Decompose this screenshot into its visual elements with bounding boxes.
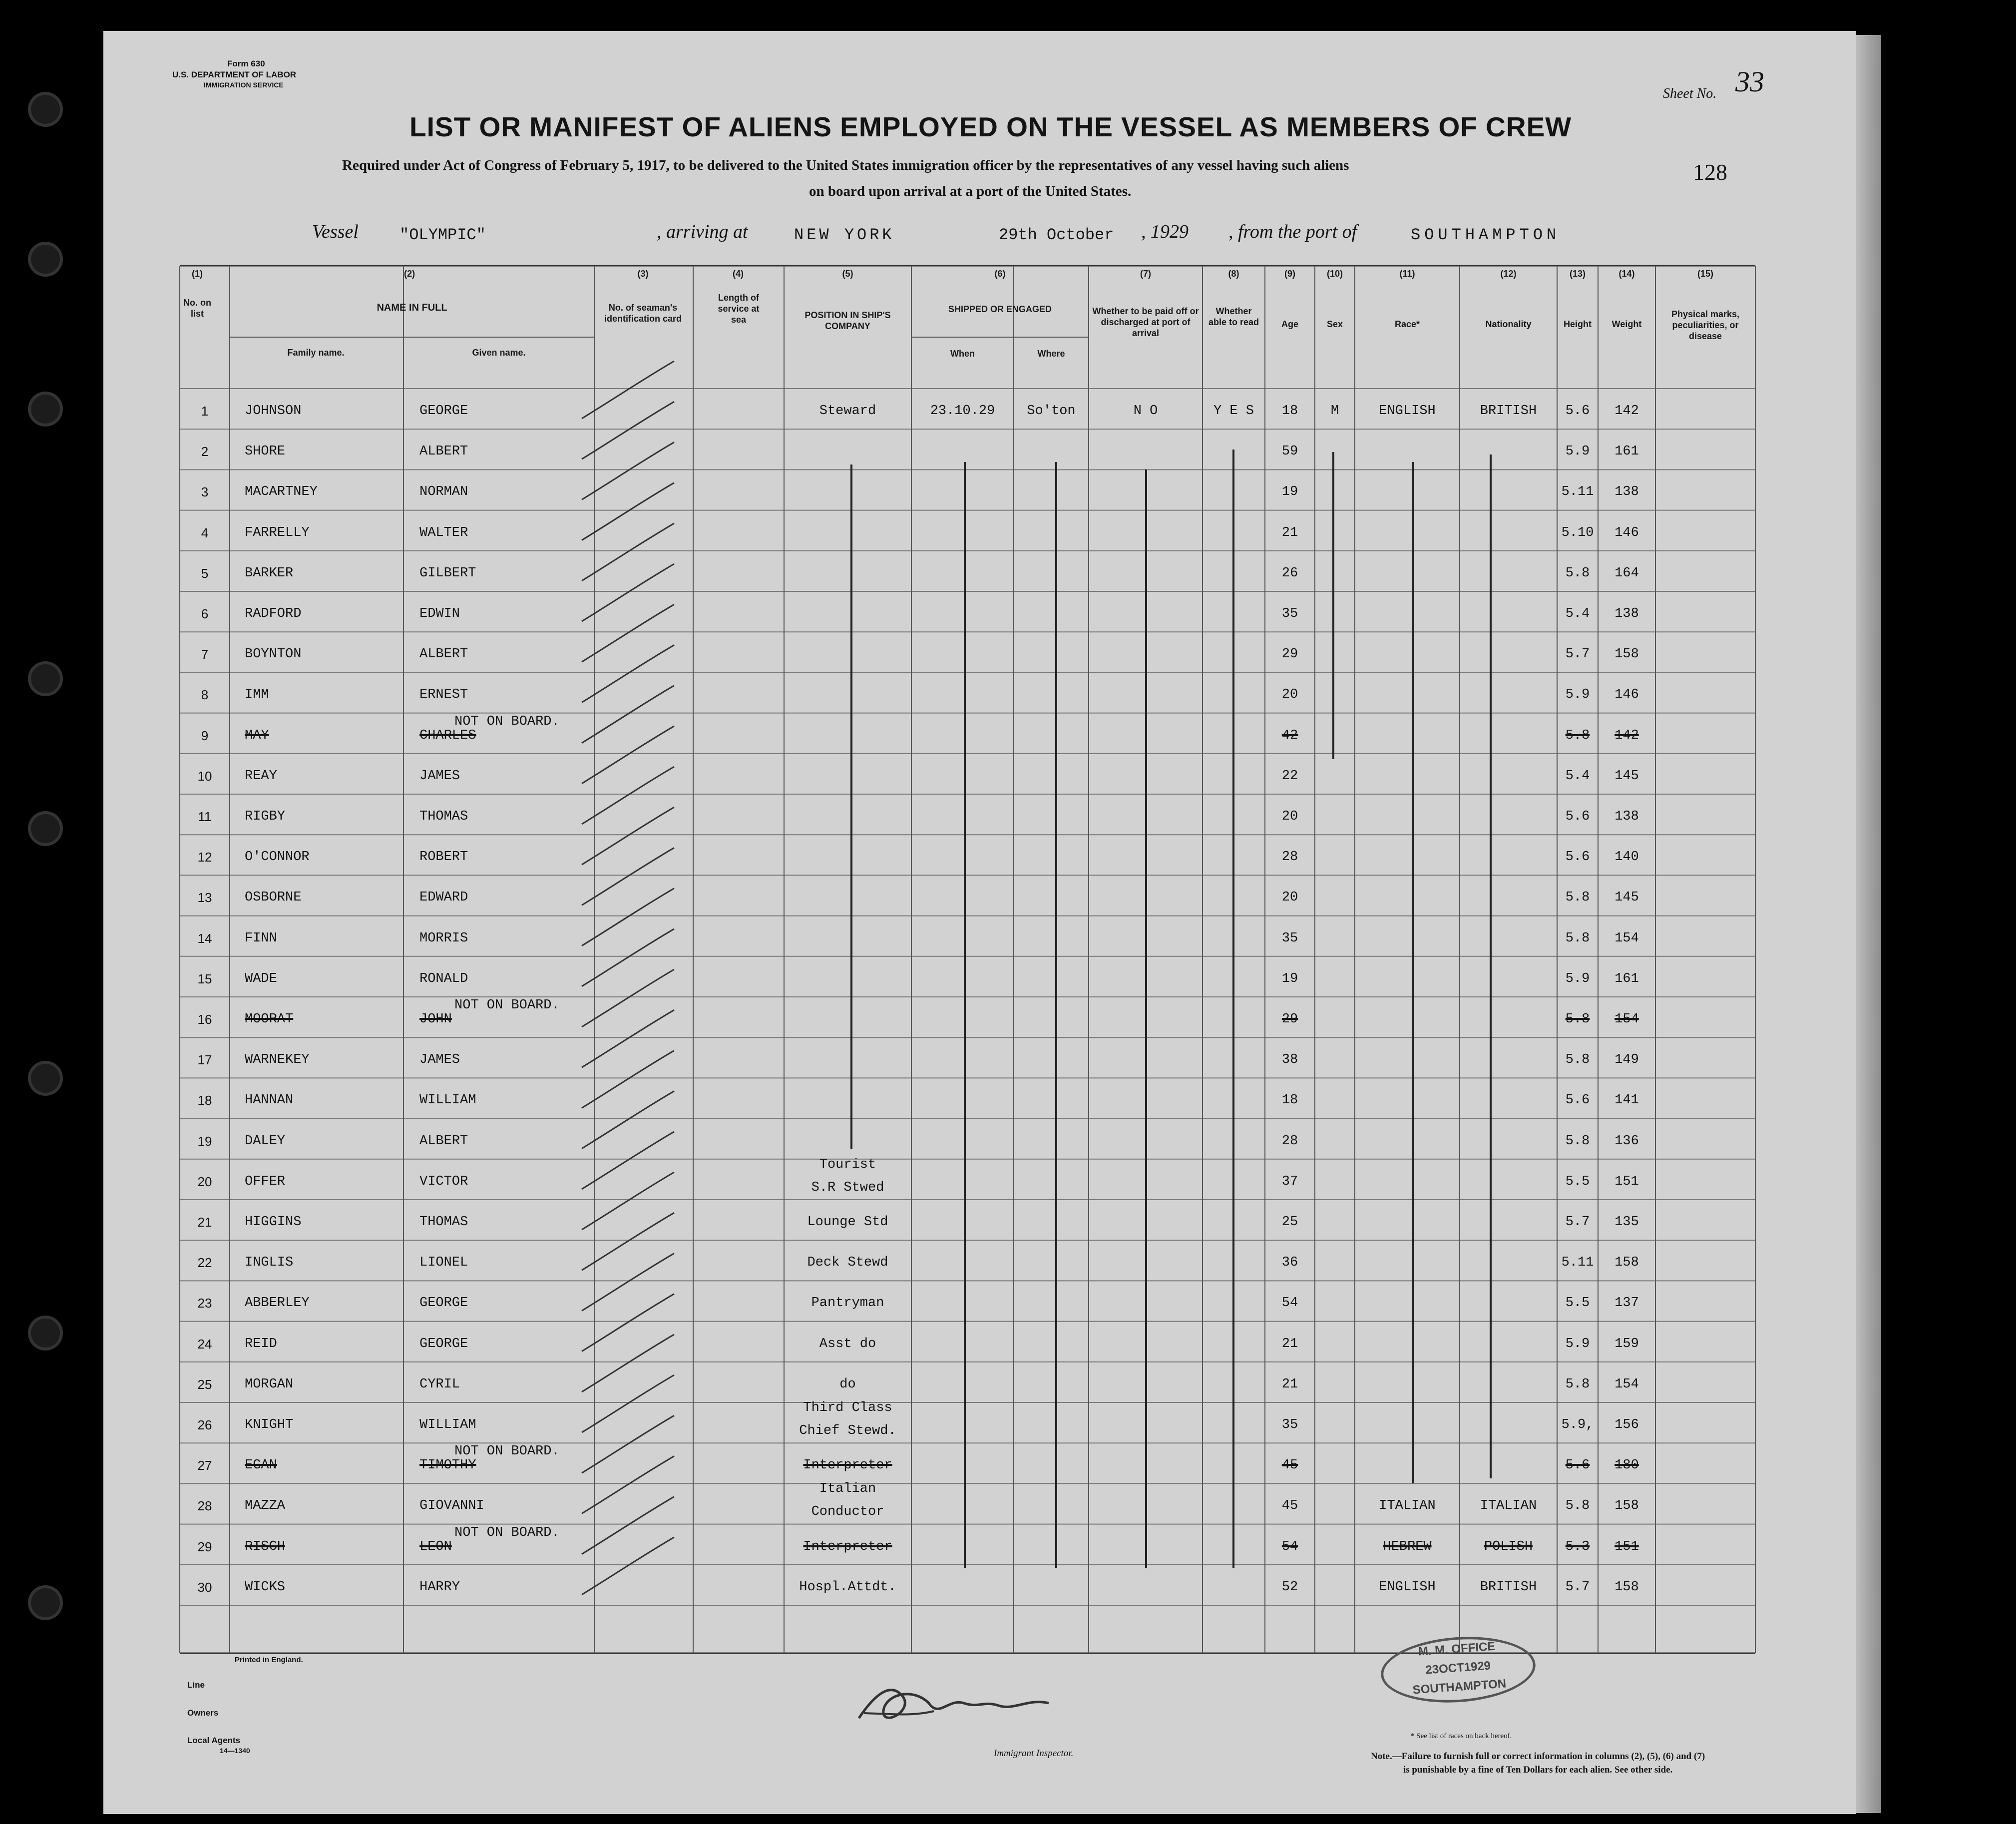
stamp-line-2: 23OCT1929 <box>1425 1659 1491 1677</box>
row-29-given: LEON <box>419 1539 452 1554</box>
row-16-age: 29 <box>1281 1012 1298 1027</box>
row-7-age: 29 <box>1281 647 1298 662</box>
row-7-given: ALBERT <box>419 647 468 662</box>
row-17-no: 17 <box>197 1052 212 1068</box>
row-26-no: 26 <box>197 1417 212 1432</box>
row-12-height: 5.6 <box>1565 850 1590 865</box>
row-10-given: JAMES <box>419 768 460 784</box>
row-24-position: Asst do <box>819 1336 876 1352</box>
row-23-age: 54 <box>1281 1296 1298 1311</box>
row-11-age: 20 <box>1281 809 1298 824</box>
row-26-family: KNIGHT <box>245 1417 294 1432</box>
row-8-given: ERNEST <box>419 687 468 703</box>
arrival-year: , 1929 <box>1141 221 1189 242</box>
row-30-given: HARRY <box>419 1579 460 1595</box>
row-1-race: ENGLISH <box>1379 404 1436 419</box>
col-1-header: No. on list <box>183 298 211 319</box>
row-26-weight: 156 <box>1614 1417 1639 1432</box>
row-4-weight: 146 <box>1614 525 1639 540</box>
row-28-nationality: ITALIAN <box>1480 1498 1537 1514</box>
vessel-label: Vessel <box>312 221 359 242</box>
col-6-header: SHIPPED OR ENGAGED <box>948 304 1052 314</box>
row-14-family: FINN <box>245 930 277 946</box>
row-5-family: BARKER <box>245 565 294 581</box>
row-1-no: 1 <box>201 404 209 419</box>
row-28-no: 28 <box>197 1498 212 1514</box>
row-9-family: MAY <box>245 728 269 743</box>
row-7-no: 7 <box>201 647 209 662</box>
row-18-age: 18 <box>1281 1093 1298 1108</box>
row-30-family: WICKS <box>245 1579 286 1595</box>
row-21-age: 25 <box>1281 1215 1298 1230</box>
page-title: LIST OR MANIFEST OF ALIENS EMPLOYED ON THE VESSEL AS MEMBERS OF CREW <box>409 111 1572 142</box>
row-24-weight: 159 <box>1614 1336 1639 1352</box>
row-12-weight: 140 <box>1614 850 1639 865</box>
row-24-given: GEORGE <box>419 1336 468 1352</box>
row-9-weight: 142 <box>1614 728 1639 743</box>
col-7-header: Whether to be paid off or discharged at port of arrival <box>1092 306 1199 338</box>
row-22-given: LIONEL <box>419 1255 468 1271</box>
row-28-position: Italian Conductor <box>811 1481 884 1520</box>
row-19-age: 28 <box>1281 1133 1298 1149</box>
row-20-age: 37 <box>1281 1174 1298 1189</box>
col-6-where-header: Where <box>1037 349 1065 359</box>
row-22-no: 22 <box>197 1255 212 1271</box>
row-29-position: Interpreter <box>803 1539 892 1554</box>
row-27-age: 45 <box>1281 1458 1298 1473</box>
row-1-height: 5.6 <box>1565 404 1590 419</box>
row-20-no: 20 <box>197 1174 212 1189</box>
col-3-header: No. of seaman's identification card <box>604 303 682 324</box>
row-24-age: 21 <box>1281 1336 1298 1352</box>
row-4-height: 5.10 <box>1561 525 1594 540</box>
row-12-no: 12 <box>197 850 212 865</box>
row-9-note: NOT ON BOARD. <box>454 714 560 729</box>
col-5-number: (5) <box>842 269 853 279</box>
row-27-no: 27 <box>197 1458 212 1473</box>
row-22-weight: 158 <box>1614 1255 1639 1271</box>
row-2-given: ALBERT <box>419 444 468 459</box>
races-note: * See list of races on back hereof. <box>1411 1732 1512 1740</box>
row-1-read: Y E S <box>1213 404 1254 419</box>
row-6-weight: 138 <box>1614 606 1639 621</box>
arriving-label: , arriving at <box>657 221 748 242</box>
col-13-header: Height <box>1564 319 1592 329</box>
col-10-header: Sex <box>1326 319 1343 329</box>
row-1-nationality: BRITISH <box>1480 404 1537 419</box>
row-26-given: WILLIAM <box>419 1417 476 1432</box>
col-8-header: Whether able to read <box>1208 306 1259 327</box>
row-25-no: 25 <box>197 1376 212 1392</box>
row-17-given: JAMES <box>419 1052 460 1068</box>
row-7-family: BOYNTON <box>245 647 302 662</box>
row-19-family: DALEY <box>245 1133 286 1149</box>
col-6-number: (6) <box>994 269 1006 279</box>
col-7-number: (7) <box>1140 269 1151 279</box>
inspector-signature <box>849 1678 1109 1738</box>
row-25-age: 21 <box>1281 1376 1298 1392</box>
row-21-height: 5.7 <box>1565 1215 1590 1230</box>
row-25-position: do <box>839 1376 856 1392</box>
row-2-family: SHORE <box>245 444 286 459</box>
row-8-age: 20 <box>1281 687 1298 703</box>
row-15-age: 19 <box>1281 971 1298 986</box>
row-28-weight: 158 <box>1614 1498 1639 1514</box>
col-2-given-header: Given name. <box>472 348 526 358</box>
penalty-note-1: Note.—Failure to furnish full or correct information in columns (2), (5), (6) and (7) <box>1371 1751 1705 1762</box>
row-10-family: REAY <box>245 768 277 784</box>
row-29-race: HEBREW <box>1383 1539 1432 1554</box>
row-5-weight: 164 <box>1614 565 1639 581</box>
row-17-family: WARNEKEY <box>245 1052 310 1068</box>
row-1-where: So'ton <box>1027 404 1076 419</box>
row-4-family: FARRELLY <box>245 525 310 540</box>
row-2-height: 5.9 <box>1565 444 1590 459</box>
row-6-no: 6 <box>201 606 209 621</box>
row-26-height: 5.9, <box>1561 1417 1594 1432</box>
row-4-age: 21 <box>1281 525 1298 540</box>
row-23-height: 5.5 <box>1565 1296 1590 1311</box>
row-27-note: NOT ON BOARD. <box>454 1444 560 1459</box>
row-10-weight: 145 <box>1614 768 1639 784</box>
row-8-height: 5.9 <box>1565 687 1590 703</box>
row-1-paid-off: N O <box>1133 404 1158 419</box>
row-30-age: 52 <box>1281 1579 1298 1595</box>
page-number: 128 <box>1693 159 1727 185</box>
row-27-family: EGAN <box>245 1458 277 1473</box>
row-21-position: Lounge Std <box>807 1215 888 1230</box>
stamp-line-3: SOUTHAMPTON <box>1412 1677 1507 1697</box>
row-18-no: 18 <box>197 1093 212 1108</box>
row-7-weight: 158 <box>1614 647 1639 662</box>
row-23-weight: 137 <box>1614 1296 1639 1311</box>
row-21-weight: 135 <box>1614 1215 1639 1230</box>
row-22-height: 5.11 <box>1561 1255 1594 1271</box>
row-18-family: HANNAN <box>245 1093 294 1108</box>
row-9-no: 9 <box>201 728 209 743</box>
row-6-age: 35 <box>1281 606 1298 621</box>
penalty-note-2: is punishable by a fine of Ten Dollars for each alien. See other side. <box>1403 1765 1673 1775</box>
row-22-family: INGLIS <box>245 1255 294 1271</box>
row-19-given: ALBERT <box>419 1133 468 1149</box>
row-2-age: 59 <box>1281 444 1298 459</box>
row-1-age: 18 <box>1281 404 1298 419</box>
from-label: , from the port of <box>1228 221 1357 242</box>
row-13-given: EDWARD <box>419 890 468 906</box>
row-23-given: GEORGE <box>419 1296 468 1311</box>
col-11-number: (11) <box>1399 269 1415 279</box>
printed-note: Printed in England. <box>235 1656 303 1664</box>
col-3-number: (3) <box>637 269 649 279</box>
row-15-given: RONALD <box>419 971 468 986</box>
row-11-height: 5.6 <box>1565 809 1590 824</box>
row-11-weight: 138 <box>1614 809 1639 824</box>
row-24-no: 24 <box>197 1336 212 1352</box>
col-15-number: (15) <box>1697 269 1713 279</box>
subtitle-line-2: on board upon arrival at a port of the United States. <box>809 183 1132 199</box>
owners-label: Owners <box>187 1708 219 1718</box>
row-30-no: 30 <box>197 1579 212 1595</box>
row-12-age: 28 <box>1281 850 1298 865</box>
row-23-family: ABBERLEY <box>245 1296 310 1311</box>
row-1-weight: 142 <box>1614 404 1639 419</box>
row-3-age: 19 <box>1281 484 1298 500</box>
row-27-height: 5.6 <box>1565 1458 1590 1473</box>
arrival-date: 29th October <box>999 226 1114 244</box>
row-29-height: 5.3 <box>1565 1539 1590 1554</box>
col-4-number: (4) <box>733 269 744 279</box>
row-17-weight: 149 <box>1614 1052 1639 1068</box>
row-3-family: MACARTNEY <box>245 484 318 500</box>
row-5-height: 5.8 <box>1565 565 1590 581</box>
row-13-no: 13 <box>197 890 212 906</box>
row-18-height: 5.6 <box>1565 1093 1590 1108</box>
row-1-family: JOHNSON <box>245 404 302 419</box>
row-28-family: MAZZA <box>245 1498 286 1514</box>
col-14-header: Weight <box>1612 319 1642 329</box>
row-16-given: JOHN <box>419 1012 452 1027</box>
row-9-height: 5.8 <box>1565 728 1590 743</box>
departure-port: SOUTHAMPTON <box>1411 226 1561 244</box>
agents-code: 14—1340 <box>220 1747 250 1755</box>
row-22-position: Deck Stewd <box>807 1255 888 1271</box>
row-19-no: 19 <box>197 1133 212 1149</box>
row-8-no: 8 <box>201 687 209 703</box>
row-11-no: 11 <box>198 809 212 824</box>
stamp-line-1: M. M. OFFICE <box>1418 1639 1496 1659</box>
row-13-age: 20 <box>1281 890 1298 906</box>
row-3-given: NORMAN <box>419 484 468 500</box>
col-15-header: Physical marks, peculiarities, or disease <box>1671 309 1740 341</box>
row-24-family: REID <box>245 1336 277 1352</box>
row-30-position: Hospl.Attdt. <box>799 1579 896 1595</box>
row-23-position: Pantryman <box>811 1296 884 1311</box>
row-5-no: 5 <box>201 565 209 581</box>
row-12-given: ROBERT <box>419 850 468 865</box>
row-16-height: 5.8 <box>1565 1012 1590 1027</box>
row-24-height: 5.9 <box>1565 1336 1590 1352</box>
row-3-no: 3 <box>201 484 209 500</box>
row-21-given: THOMAS <box>419 1215 468 1230</box>
row-20-given: VICTOR <box>419 1174 468 1189</box>
col-2-family-header: Family name. <box>287 348 345 358</box>
row-27-given: TIMOTHY <box>419 1458 476 1473</box>
row-28-race: ITALIAN <box>1379 1498 1436 1514</box>
row-18-weight: 141 <box>1614 1093 1639 1108</box>
row-4-given: WALTER <box>419 525 468 540</box>
row-16-weight: 154 <box>1614 1012 1639 1027</box>
row-25-given: CYRIL <box>419 1376 460 1392</box>
row-10-height: 5.4 <box>1565 768 1590 784</box>
row-3-height: 5.11 <box>1561 484 1594 500</box>
row-23-no: 23 <box>197 1296 212 1311</box>
row-28-given: GIOVANNI <box>419 1498 484 1514</box>
row-10-age: 22 <box>1281 768 1298 784</box>
vessel-name: "OLYMPIC" <box>400 226 486 244</box>
row-16-no: 16 <box>197 1012 212 1027</box>
row-25-height: 5.8 <box>1565 1376 1590 1392</box>
row-8-weight: 146 <box>1614 687 1639 703</box>
row-28-age: 45 <box>1281 1498 1298 1514</box>
col-12-header: Nationality <box>1485 319 1532 329</box>
col-12-number: (12) <box>1500 269 1517 279</box>
row-12-family: O'CONNOR <box>245 850 310 865</box>
row-1-sex: M <box>1330 404 1339 419</box>
col-13-number: (13) <box>1569 269 1586 279</box>
row-5-given: GILBERT <box>419 565 476 581</box>
col-2-header: NAME IN FULL <box>377 302 447 313</box>
row-16-note: NOT ON BOARD. <box>454 998 560 1013</box>
row-30-race: ENGLISH <box>1379 1579 1436 1595</box>
arrival-port: NEW YORK <box>794 226 895 244</box>
row-17-age: 38 <box>1281 1052 1298 1068</box>
row-29-age: 54 <box>1281 1539 1298 1554</box>
row-2-weight: 161 <box>1614 444 1639 459</box>
row-27-position: Interpreter <box>803 1458 892 1473</box>
row-15-family: WADE <box>245 971 277 986</box>
row-15-weight: 161 <box>1614 971 1639 986</box>
row-14-no: 14 <box>197 930 212 946</box>
row-21-no: 21 <box>197 1215 212 1230</box>
row-15-no: 15 <box>197 971 212 986</box>
row-9-given: CHARLES <box>419 728 476 743</box>
row-16-family: MOORAT <box>245 1012 294 1027</box>
row-17-height: 5.8 <box>1565 1052 1590 1068</box>
row-29-weight: 151 <box>1614 1539 1639 1554</box>
row-14-given: MORRIS <box>419 930 468 946</box>
row-14-height: 5.8 <box>1565 930 1590 946</box>
row-26-position: Third Class Chief Stewd. <box>799 1400 896 1438</box>
col-4-header: Length of service at sea <box>718 293 760 325</box>
row-14-age: 35 <box>1281 930 1298 946</box>
row-18-given: WILLIAM <box>419 1093 476 1108</box>
row-7-height: 5.7 <box>1565 647 1590 662</box>
agents-label: Local Agents <box>187 1736 241 1745</box>
row-11-given: THOMAS <box>419 809 468 824</box>
row-8-family: IMM <box>245 687 269 703</box>
inspector-label: Immigrant Inspector. <box>994 1748 1074 1759</box>
row-3-weight: 138 <box>1614 484 1639 500</box>
row-26-age: 35 <box>1281 1417 1298 1432</box>
sheet-number: 33 <box>1735 65 1764 98</box>
row-13-weight: 145 <box>1614 890 1639 906</box>
row-19-weight: 136 <box>1614 1133 1639 1149</box>
row-1-when: 23.10.29 <box>930 404 995 419</box>
row-29-note: NOT ON BOARD. <box>454 1525 560 1540</box>
row-15-height: 5.9 <box>1565 971 1590 986</box>
row-30-nationality: BRITISH <box>1480 1579 1537 1595</box>
row-11-family: RIGBY <box>245 809 286 824</box>
row-30-weight: 158 <box>1614 1579 1639 1595</box>
row-20-height: 5.5 <box>1565 1174 1590 1189</box>
row-20-family: OFFER <box>245 1174 286 1189</box>
row-20-position: Tourist S.R Stwed <box>811 1157 884 1195</box>
row-29-no: 29 <box>197 1539 212 1554</box>
row-22-age: 36 <box>1281 1255 1298 1271</box>
row-19-height: 5.8 <box>1565 1133 1590 1149</box>
row-21-family: HIGGINS <box>245 1215 302 1230</box>
row-1-given: GEORGE <box>419 404 468 419</box>
row-6-height: 5.4 <box>1565 606 1590 621</box>
row-27-weight: 180 <box>1614 1458 1639 1473</box>
col-5-header: POSITION IN SHIP'S COMPANY <box>805 310 891 331</box>
row-10-no: 10 <box>197 768 212 784</box>
col-1-number: (1) <box>192 269 203 279</box>
row-6-given: EDWIN <box>419 606 460 621</box>
row-30-height: 5.7 <box>1565 1579 1590 1595</box>
col-8-number: (8) <box>1228 269 1239 279</box>
row-13-family: OSBORNE <box>245 890 302 906</box>
line-label: Line <box>187 1680 205 1690</box>
row-9-age: 42 <box>1281 728 1298 743</box>
row-1-position: Steward <box>819 404 876 419</box>
col-2-number: (2) <box>404 269 415 279</box>
row-14-weight: 154 <box>1614 930 1639 946</box>
row-5-age: 26 <box>1281 565 1298 581</box>
row-29-nationality: POLISH <box>1484 1539 1533 1554</box>
row-6-family: RADFORD <box>245 606 302 621</box>
row-20-weight: 151 <box>1614 1174 1639 1189</box>
service-name: IMMIGRATION SERVICE <box>204 81 284 89</box>
sheet-label: Sheet No. <box>1663 86 1717 101</box>
subtitle-line-1: Required under Act of Congress of February 5, 1917, to be delivered to the United States immigration officer by the representatives of any vessel having such aliens <box>342 157 1349 173</box>
row-13-height: 5.8 <box>1565 890 1590 906</box>
row-4-no: 4 <box>201 525 209 540</box>
department-name: U.S. DEPARTMENT OF LABOR <box>172 70 297 79</box>
form-number: Form 630 <box>227 59 265 68</box>
col-6-when-header: When <box>950 349 975 359</box>
col-9-header: Age <box>1281 319 1298 329</box>
col-9-number: (9) <box>1284 269 1295 279</box>
row-2-no: 2 <box>201 444 209 459</box>
row-28-height: 5.8 <box>1565 1498 1590 1514</box>
col-14-number: (14) <box>1618 269 1635 279</box>
row-25-family: MORGAN <box>245 1376 294 1392</box>
row-29-family: RISCH <box>245 1539 286 1554</box>
col-10-number: (10) <box>1326 269 1343 279</box>
row-25-weight: 154 <box>1614 1376 1639 1392</box>
col-11-header: Race* <box>1394 319 1420 329</box>
